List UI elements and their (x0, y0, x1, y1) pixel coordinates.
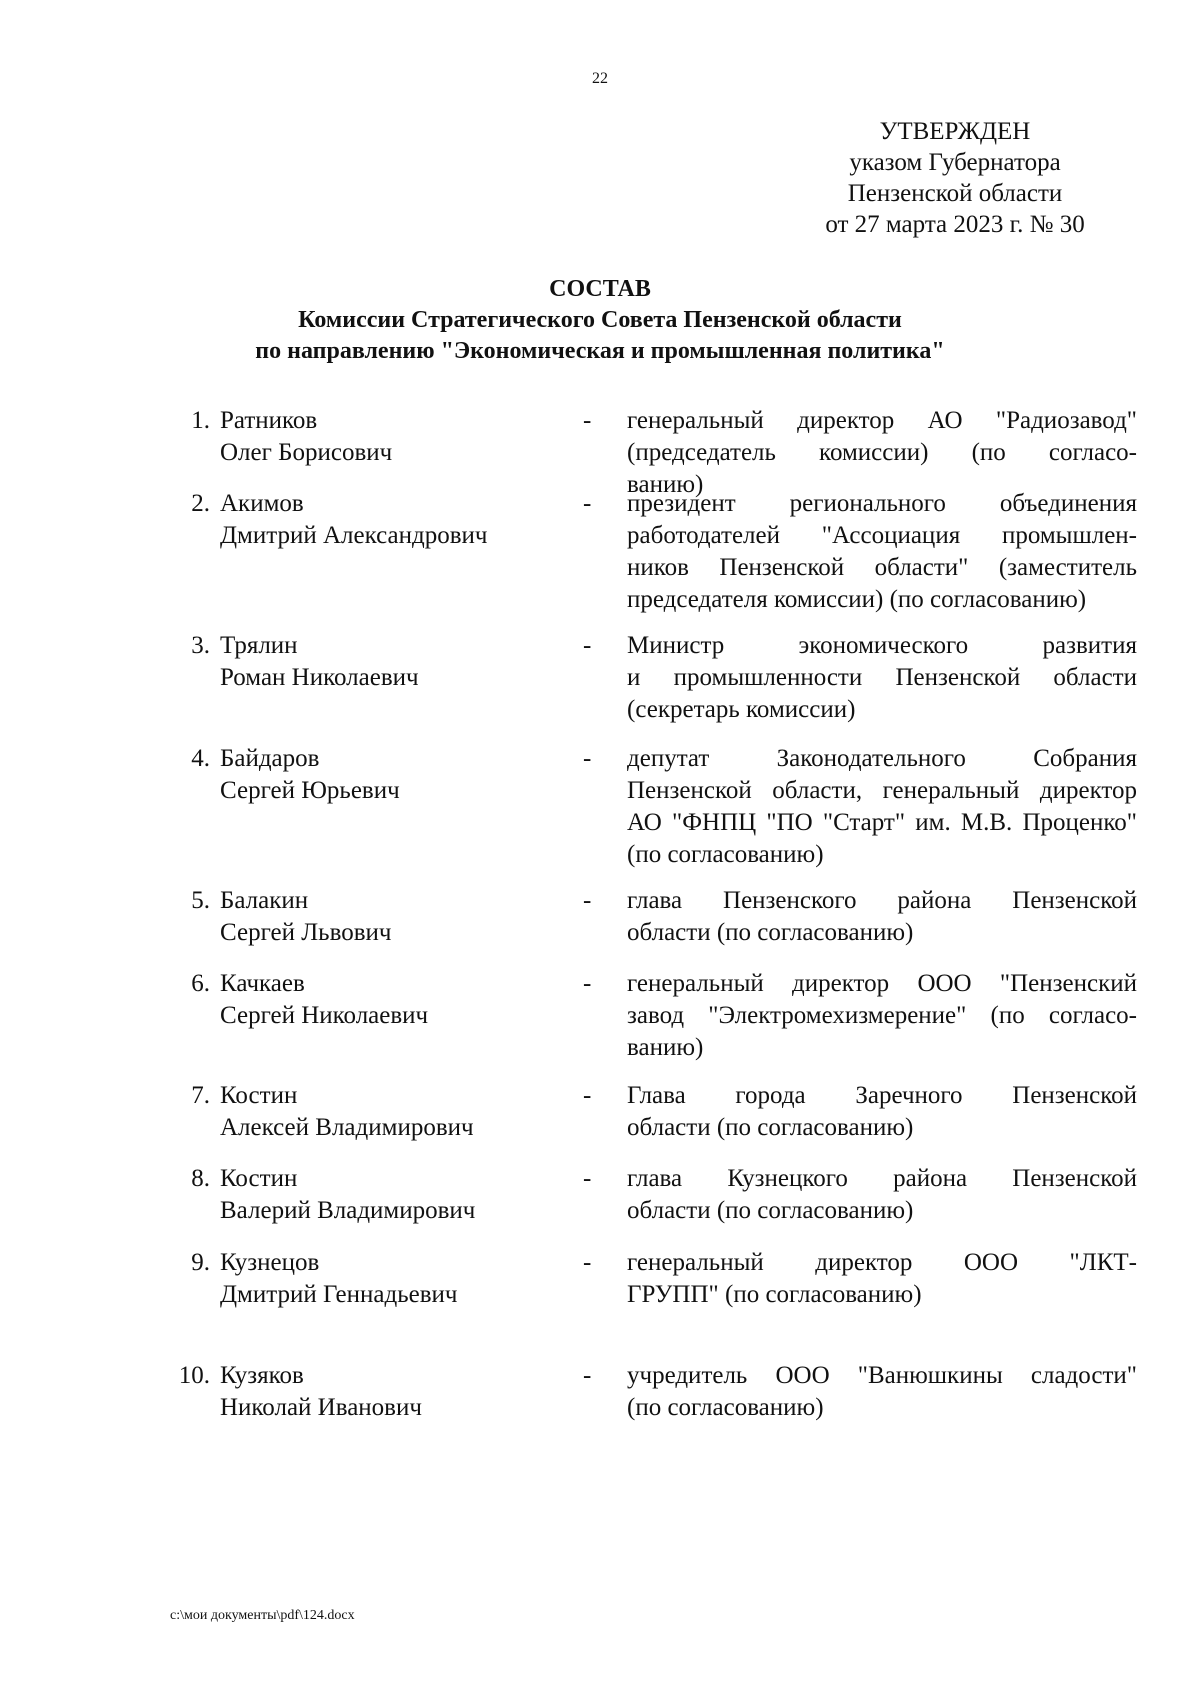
member-number: 4. (191, 745, 210, 772)
member-role-line: области (по согласованию) (627, 919, 914, 946)
member-given-names: Алексей Владимирович (220, 1114, 474, 1141)
member-surname: Кузнецов (220, 1249, 320, 1276)
member-name (220, 1360, 570, 1424)
member-role (627, 1163, 1137, 1227)
member-dash: - (583, 490, 592, 517)
member-given-names: Роман Николаевич (220, 664, 419, 691)
member-role-line: ванию) (627, 471, 704, 498)
member-role (627, 405, 1137, 501)
member-name (220, 743, 570, 807)
member-dash: - (583, 745, 592, 772)
member-role (627, 630, 1137, 726)
member-name (220, 968, 570, 1032)
member-given-names: Валерий Владимирович (220, 1197, 476, 1224)
member-role-line: Пензенской области, генеральный директор (627, 777, 1137, 804)
member-dash: - (583, 1165, 592, 1192)
member-dash: - (583, 970, 592, 997)
member-role (627, 488, 1137, 616)
member-role-line: президент регионального объединения (627, 490, 1137, 517)
member-role (627, 1360, 1137, 1424)
approval-line: Пензенской области (847, 180, 1063, 207)
member-surname: Качкаев (220, 970, 305, 997)
page-number: 22 (592, 70, 608, 87)
member-given-names: Сергей Юрьевич (220, 777, 400, 804)
member-given-names: Сергей Львович (220, 919, 392, 946)
member-role-line: завод "Электромехизмерение" (по согласо- (627, 1002, 1137, 1029)
member-dash: - (583, 1249, 592, 1276)
member-role-line: работодателей "Ассоциация промышлен- (627, 522, 1137, 549)
member-role-line: (по согласованию) (627, 1394, 824, 1421)
member-role-line: АО "ФНПЦ "ПО "Старт" им. М.В. Проценко" (627, 809, 1137, 836)
approval-line: от 27 марта 2023 г. № 30 (825, 211, 1085, 238)
member-role-line: (председатель комиссии) (по согласо- (627, 439, 1137, 466)
title-line: СОСТАВ (549, 276, 651, 302)
member-role-line: Глава города Заречного Пензенской (627, 1082, 1137, 1109)
member-number: 6. (191, 970, 210, 997)
member-role (627, 968, 1137, 1064)
member-role-line: области (по согласованию) (627, 1197, 914, 1224)
member-surname: Костин (220, 1165, 298, 1192)
member-dash: - (583, 1362, 592, 1389)
member-given-names: Сергей Николаевич (220, 1002, 429, 1029)
member-name (220, 405, 570, 469)
member-role (627, 885, 1137, 949)
member-role (627, 743, 1137, 871)
member-number: 10. (178, 1362, 210, 1389)
approval-line: УТВЕРЖДЕН (879, 118, 1031, 145)
member-name (220, 630, 570, 694)
member-role-line: Министр экономического развития (627, 632, 1137, 659)
member-given-names: Дмитрий Геннадьевич (220, 1281, 458, 1308)
member-role-line: председателя комиссии) (по согласованию) (627, 586, 1087, 613)
member-role-line: (по согласованию) (627, 841, 824, 868)
member-dash: - (583, 887, 592, 914)
member-name (220, 1080, 570, 1144)
member-number: 9. (191, 1249, 210, 1276)
member-dash: - (583, 1082, 592, 1109)
member-role-line: (секретарь комиссии) (627, 696, 856, 723)
approval-stamp (780, 116, 1130, 240)
member-name (220, 488, 570, 552)
member-surname: Костин (220, 1082, 298, 1109)
member-role-line: глава Кузнецкого района Пензенской (627, 1165, 1137, 1192)
member-role-line: ников Пензенской области" (заместитель (627, 554, 1137, 581)
member-number: 3. (191, 632, 210, 659)
member-role-line: и промышленности Пензенской области (627, 664, 1137, 691)
member-number: 7. (191, 1082, 210, 1109)
member-surname: Акимов (220, 490, 304, 517)
approval-line: указом Губернатора (849, 149, 1061, 176)
member-given-names: Николай Иванович (220, 1394, 422, 1421)
file-path: c:\мои документы\pdf\124.docx (170, 1608, 355, 1623)
member-given-names: Дмитрий Александрович (220, 522, 488, 549)
member-role (627, 1080, 1137, 1144)
title-line: по направлению "Экономическая и промышленная политика" (255, 338, 945, 364)
member-role-line: области (по согласованию) (627, 1114, 914, 1141)
member-role-line: генеральный директор ООО "Пензенский (627, 970, 1137, 997)
member-number: 2. (191, 490, 210, 517)
member-role-line: глава Пензенского района Пензенской (627, 887, 1137, 914)
member-role-line: депутат Законодательного Собрания (627, 745, 1137, 772)
member-number: 8. (191, 1165, 210, 1192)
member-surname: Кузяков (220, 1362, 304, 1389)
member-dash: - (583, 632, 592, 659)
member-role (627, 1247, 1137, 1311)
member-surname: Ратников (220, 407, 318, 434)
member-role-line: генеральный директор АО "Радиозавод" (627, 407, 1137, 434)
member-name (220, 885, 570, 949)
member-surname: Байдаров (220, 745, 320, 772)
member-role-line: генеральный директор ООО "ЛКТ- (627, 1249, 1137, 1276)
member-name (220, 1247, 570, 1311)
member-name (220, 1163, 570, 1227)
member-role-line: ГРУПП" (по согласованию) (627, 1281, 922, 1308)
title-line: Комиссии Стратегического Совета Пензенской области (298, 307, 902, 333)
document-title (0, 274, 1200, 367)
member-number: 1. (191, 407, 210, 434)
member-surname: Балакин (220, 887, 309, 914)
member-dash: - (583, 407, 592, 434)
member-surname: Трялин (220, 632, 298, 659)
member-role-line: учредитель ООО "Ванюшкины сладости" (627, 1362, 1137, 1389)
member-given-names: Олег Борисович (220, 439, 393, 466)
member-role-line: ванию) (627, 1034, 704, 1061)
member-number: 5. (191, 887, 210, 914)
